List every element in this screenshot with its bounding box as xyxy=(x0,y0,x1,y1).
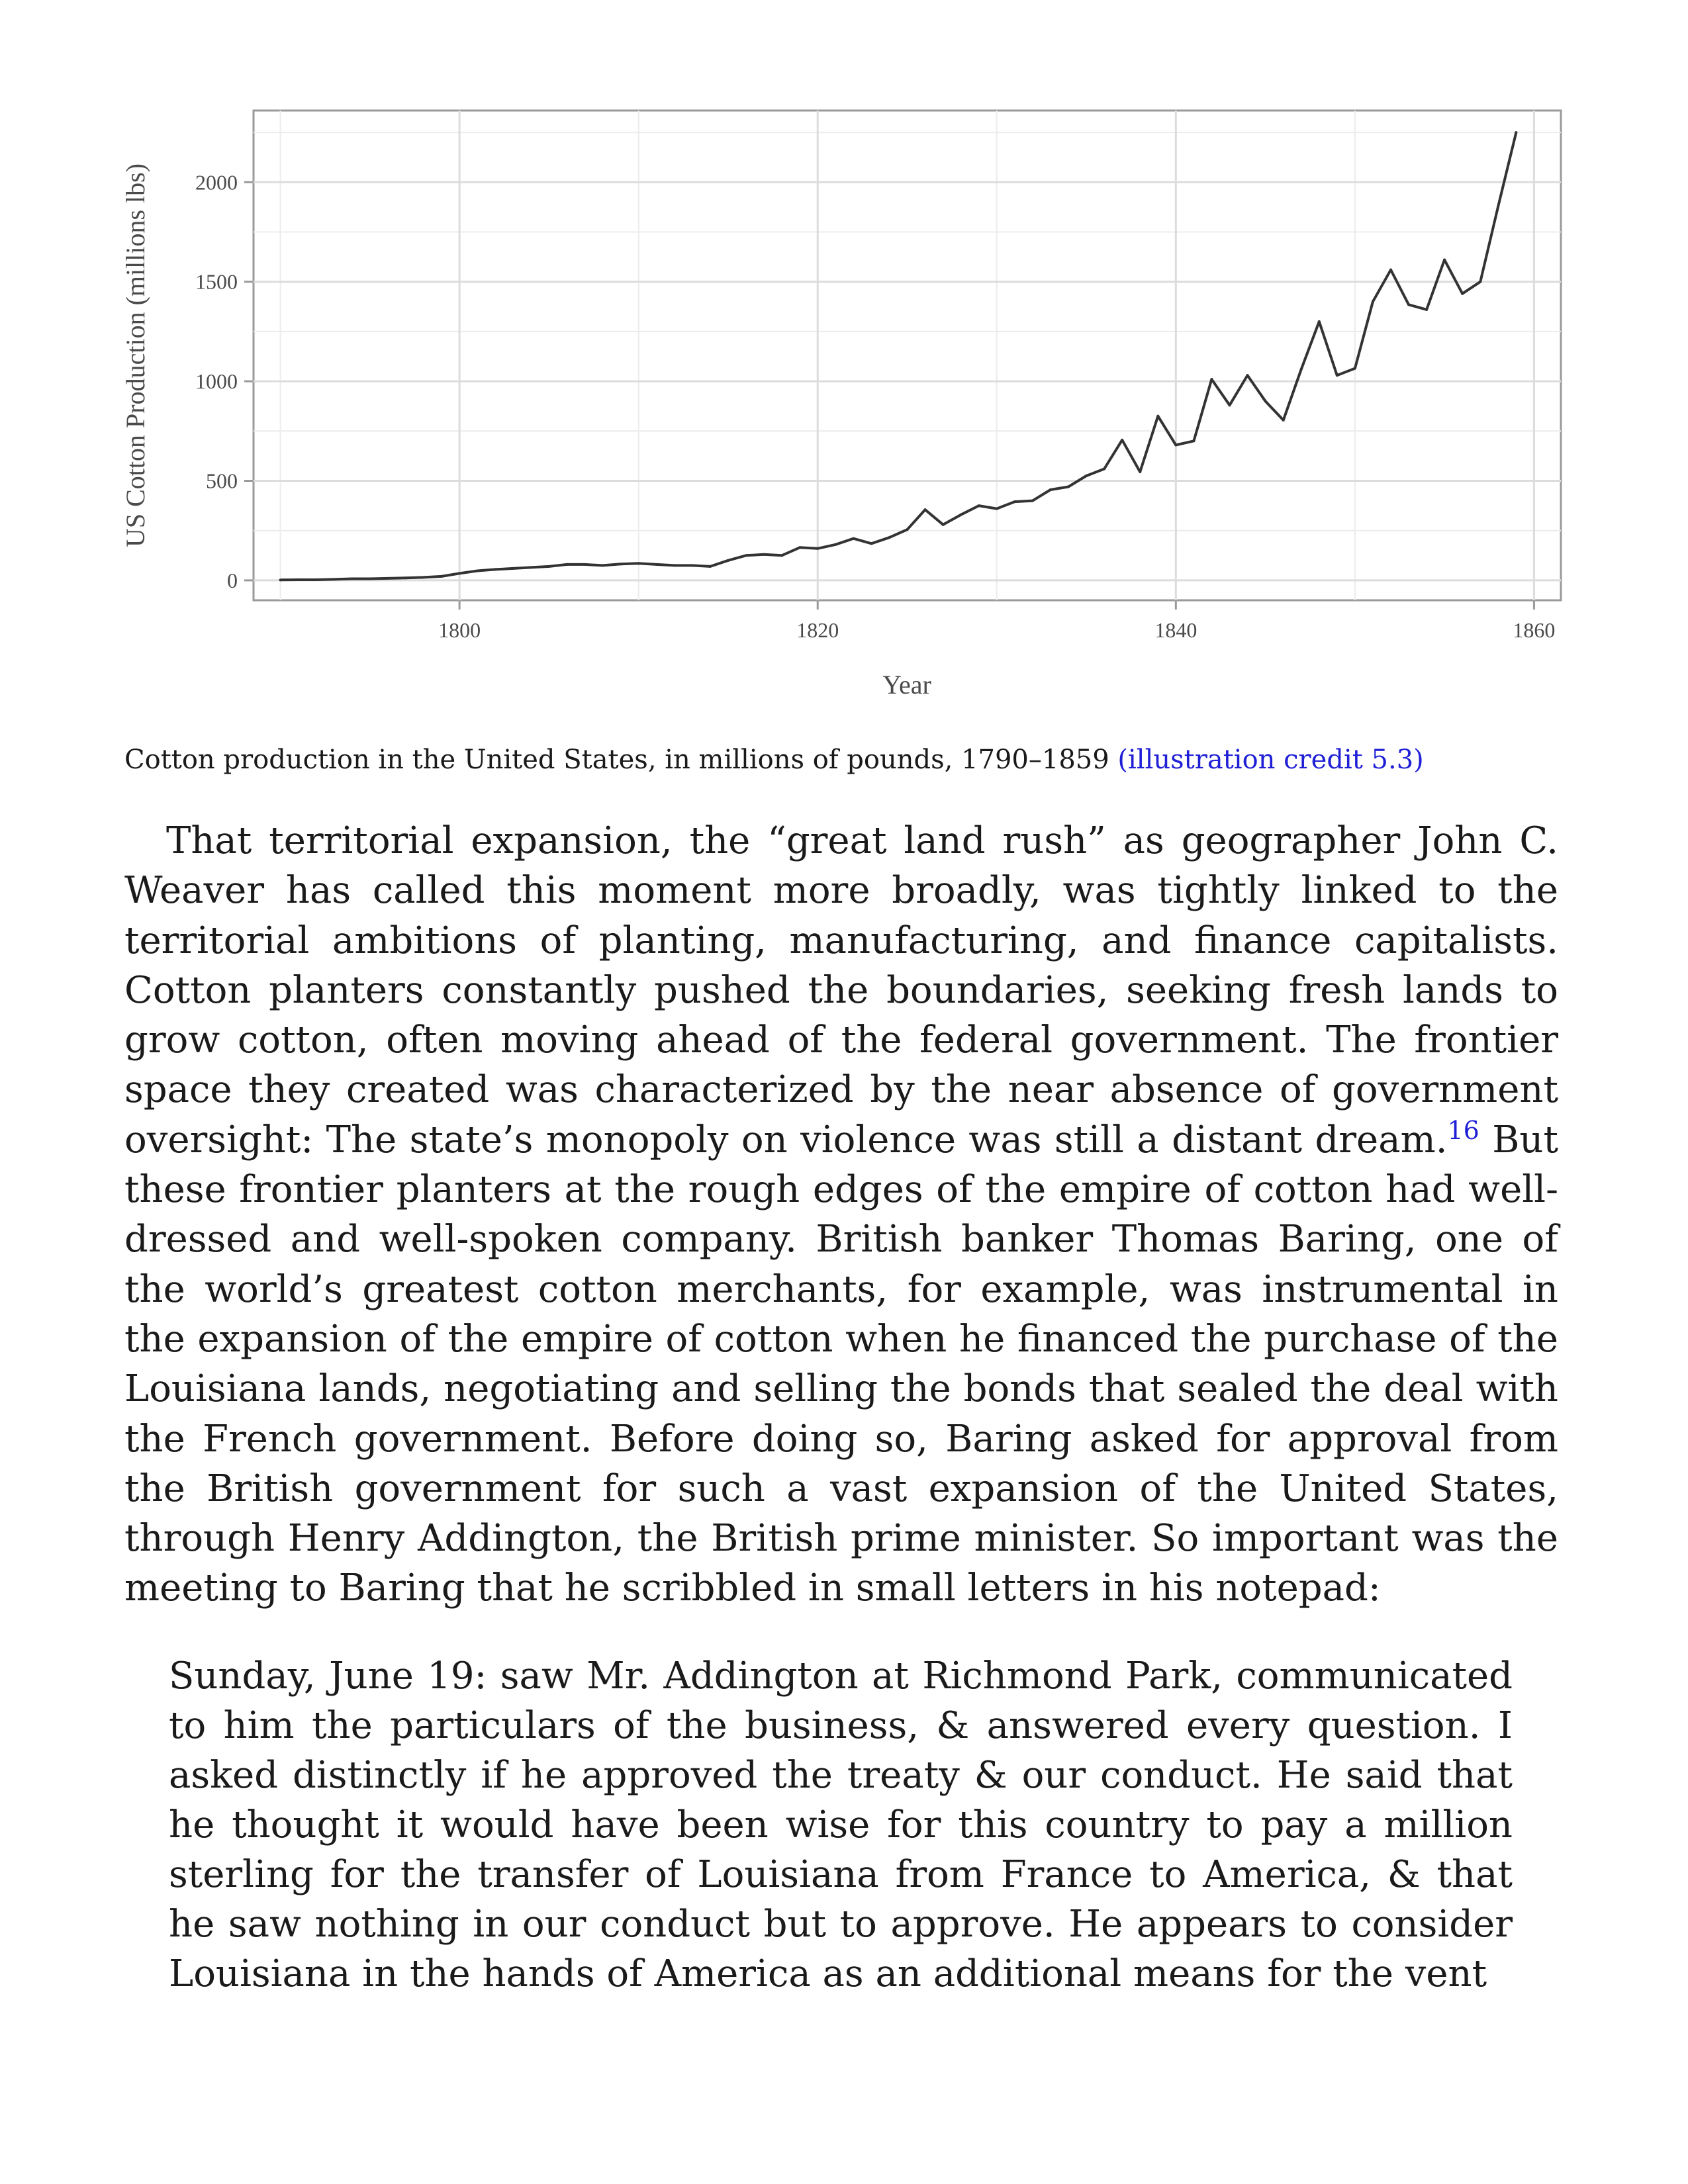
data-point xyxy=(1389,269,1392,271)
illustration-credit-link[interactable]: (illustration credit 5.3) xyxy=(1117,745,1424,775)
data-point xyxy=(978,504,980,507)
data-point xyxy=(1049,488,1052,491)
data-point xyxy=(1156,415,1159,418)
data-point xyxy=(870,542,872,545)
data-point xyxy=(1103,467,1105,470)
data-point xyxy=(1300,368,1303,371)
data-point xyxy=(1031,500,1034,502)
data-point xyxy=(906,528,909,531)
data-point xyxy=(834,543,837,546)
data-point xyxy=(387,577,389,580)
data-point xyxy=(691,564,694,567)
data-point xyxy=(942,523,945,526)
data-point xyxy=(888,536,890,539)
data-point xyxy=(1479,281,1481,283)
data-point xyxy=(404,576,407,579)
body-paragraph xyxy=(124,816,1558,1614)
x-tick-label: 1840 xyxy=(1154,618,1197,642)
data-point xyxy=(1121,439,1123,441)
data-point xyxy=(440,575,443,578)
data-point xyxy=(1210,378,1213,381)
data-point xyxy=(333,578,336,580)
data-point xyxy=(476,569,479,572)
data-point xyxy=(602,564,604,567)
y-tick-label: 1000 xyxy=(195,369,238,394)
x-tick-label: 1860 xyxy=(1513,618,1556,642)
data-point xyxy=(780,554,783,557)
data-point xyxy=(297,578,300,581)
data-point xyxy=(1425,308,1428,311)
data-point xyxy=(351,578,353,580)
data-point xyxy=(1318,320,1321,323)
data-point xyxy=(1372,300,1374,303)
data-point xyxy=(279,578,282,581)
paragraph-text-part2: But these frontier planters at the rough edges of the empire of cotton had well-dressed and well-spoken company. British banker Thomas Baring, one of the world’s greatest cotton merchants, for example, was instrumental in the expansion of the empire of cotton when he financed the purchase of the Louisiana lands, negotiating and selling the bonds that sealed the deal with the French government. Before doing so, Baring asked for approval from the British government for such a vast expansion of the United States, through Henry Addington, the British prime minister. So important was the meeting to Baring that he scribbled in small letters in his notepad: xyxy=(124,1118,1558,1610)
figure-caption xyxy=(124,740,1581,780)
data-point xyxy=(745,554,747,557)
data-point xyxy=(584,563,586,566)
data-point xyxy=(1336,374,1338,377)
data-point xyxy=(727,559,729,562)
plot-panel xyxy=(254,111,1561,600)
data-point xyxy=(1192,439,1195,442)
y-tick-label: 1500 xyxy=(195,269,238,294)
data-point xyxy=(996,508,998,510)
data-point xyxy=(1013,500,1016,503)
data-point xyxy=(565,563,568,566)
data-point xyxy=(547,565,550,568)
data-point xyxy=(637,562,640,565)
data-point xyxy=(620,563,622,565)
data-point xyxy=(1407,303,1410,306)
data-point xyxy=(1139,471,1141,473)
cotton-production-chart xyxy=(0,0,1688,728)
data-point xyxy=(1497,205,1499,207)
data-point xyxy=(1246,374,1249,377)
data-point xyxy=(816,547,819,550)
footnote-link[interactable]: 16 xyxy=(1447,1115,1479,1145)
data-point xyxy=(1085,475,1088,477)
data-point xyxy=(1174,443,1177,446)
data-point xyxy=(709,565,712,568)
data-point xyxy=(1228,404,1231,406)
data-point xyxy=(924,508,927,511)
data-point xyxy=(315,578,318,581)
data-point xyxy=(1443,259,1446,261)
data-point xyxy=(422,576,425,578)
data-point xyxy=(1515,131,1517,134)
data-point xyxy=(1067,486,1070,488)
block-quote: Sunday, June 19: saw Mr. Addington at Richmond Park, communicated to him the particulars of the business, & answered every question. I asked distinctly if he approved the treaty & our conduct. He said that he thought it would have been wise for this country to pay a million sterling for the transfer of Louisiana from France to America, & that he saw nothing in our conduct but to approve. He appears to consider Louisiana in the hands of America as an additional means for the vent xyxy=(169,1655,1513,1995)
data-point xyxy=(960,514,962,516)
x-tick-label: 1820 xyxy=(796,618,839,642)
data-point xyxy=(655,563,658,566)
data-point xyxy=(798,546,801,549)
y-tick-label: 0 xyxy=(227,568,238,592)
data-point xyxy=(1264,400,1267,402)
y-tick-label: 500 xyxy=(206,469,238,493)
x-tick-label: 1800 xyxy=(438,618,481,642)
data-point xyxy=(1282,419,1285,422)
y-axis-label: US Cotton Production (millions lbs) xyxy=(120,163,150,548)
y-tick-label: 2000 xyxy=(195,170,238,195)
data-point xyxy=(369,578,371,580)
paragraph-text-part1: That territorial expansion, the “great land rush” as geographer John C. Weaver has called this moment more broadly, was tightly linked to the territorial ambitions of planting, manufacturing, and finance capitalists. Cotton planters constantly pushed the boundaries, seeking fresh lands to grow cotton, often moving ahead of the federal government. The frontier space they created was characterized by the near absence of government oversight: The state’s monopoly on violence was still a distant dream. xyxy=(124,819,1558,1161)
data-point xyxy=(763,553,765,556)
data-point xyxy=(458,572,461,574)
data-point xyxy=(673,564,676,567)
x-axis-label: Year xyxy=(882,670,931,700)
data-point xyxy=(494,568,496,570)
caption-text: Cotton production in the United States, in millions of pounds, 1790–1859 xyxy=(124,745,1109,775)
data-point xyxy=(1461,293,1464,295)
data-point xyxy=(1354,367,1356,370)
data-point xyxy=(512,567,514,570)
data-point xyxy=(852,537,855,540)
data-point xyxy=(530,566,532,569)
